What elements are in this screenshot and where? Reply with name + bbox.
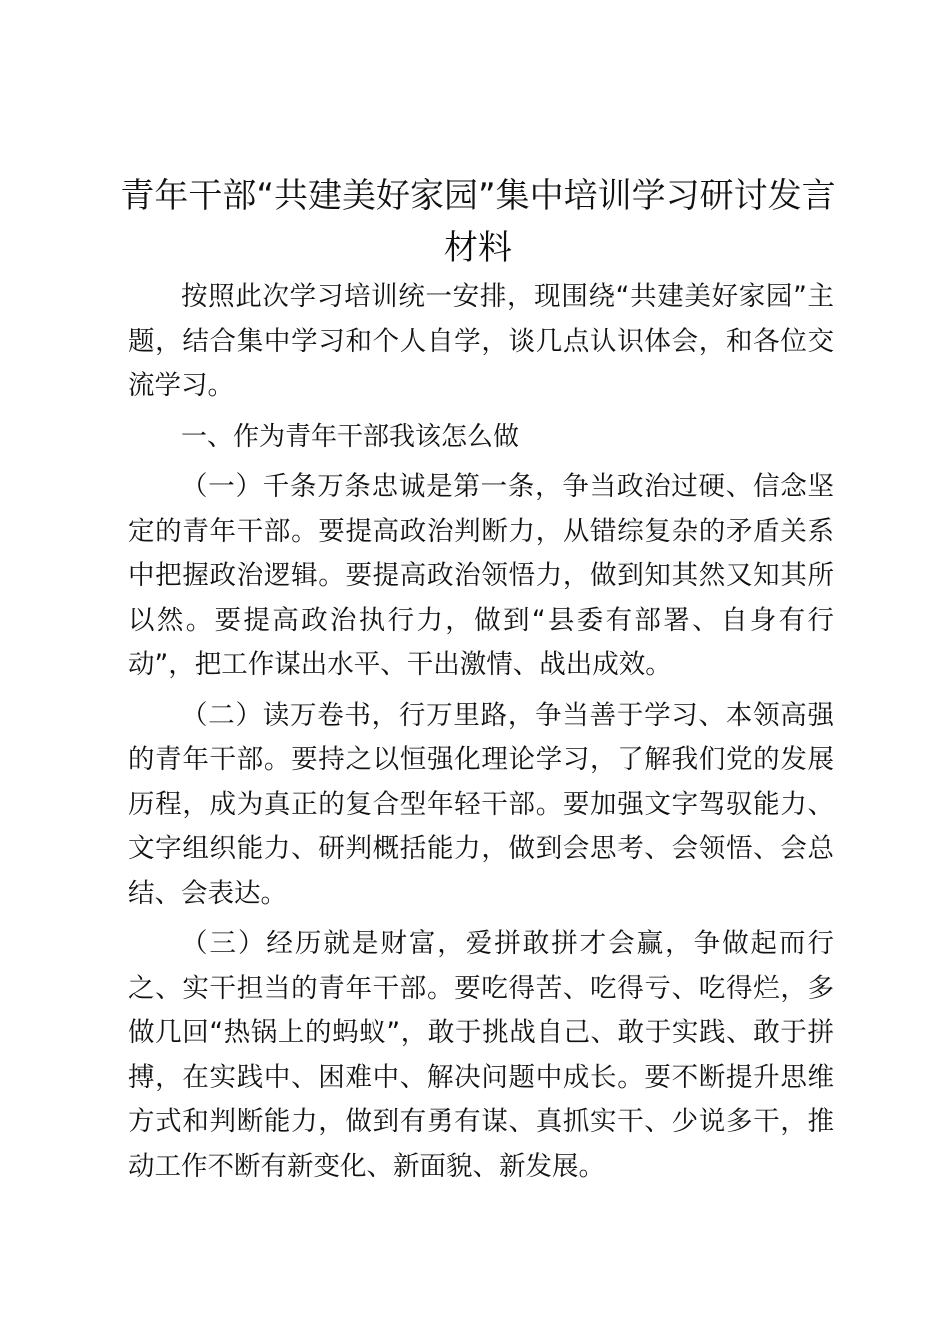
subsection-paragraph-3: （三）经历就是财富，爱拼敢拼才会赢，争做起而行之、实干担当的青年干部。要吃得苦、吃得亏、吃得烂，多做几回“热锅上的蚂蚁”，敢于挑战自己、敢于实践、敢于拼搏，在实践中、困难中、解决问题中成长。要不断提升思维方式和判断能力，做到有勇有谋、真抓实干、少说多干，推动工作不断有新变化、新面貌、新发展。 (128, 928, 834, 1182)
intro-paragraph: 按照此次学习培训统一安排，现围绕“共建美好家园”主题，结合集中学习和个人自学，谈几点认识体会，和各位交流学习。 (128, 281, 834, 401)
subsection-paragraph-2: （二）读万卷书，行万里路，争当善于学习、本领高强的青年干部。要持之以恒强化理论学习，了解我们党的发展历程，成为真正的复合型年轻干部。要加强文字驾驭能力、文字组织能力、研判概括能力，做到会思考、会领悟、会总结、会表达。 (128, 699, 834, 909)
subsection-paragraph-1: （一）千条万条忠诚是第一条，争当政治过硬、信念坚定的青年干部。要提高政治判断力，从错综复杂的矛盾关系中把握政治逻辑。要提高政治领悟力，做到知其然又知其所以然。要提高政治执行力，做到“县委有部署、自身有行动”，把工作谋出水平、干出激情、战出成效。 (128, 471, 834, 680)
section-heading: 一、作为青年干部我该怎么做 (181, 421, 520, 452)
document-body (128, 275, 834, 1189)
document-title: 青年干部“共建美好家园”集中培训学习研讨发言材料 (120, 176, 836, 268)
